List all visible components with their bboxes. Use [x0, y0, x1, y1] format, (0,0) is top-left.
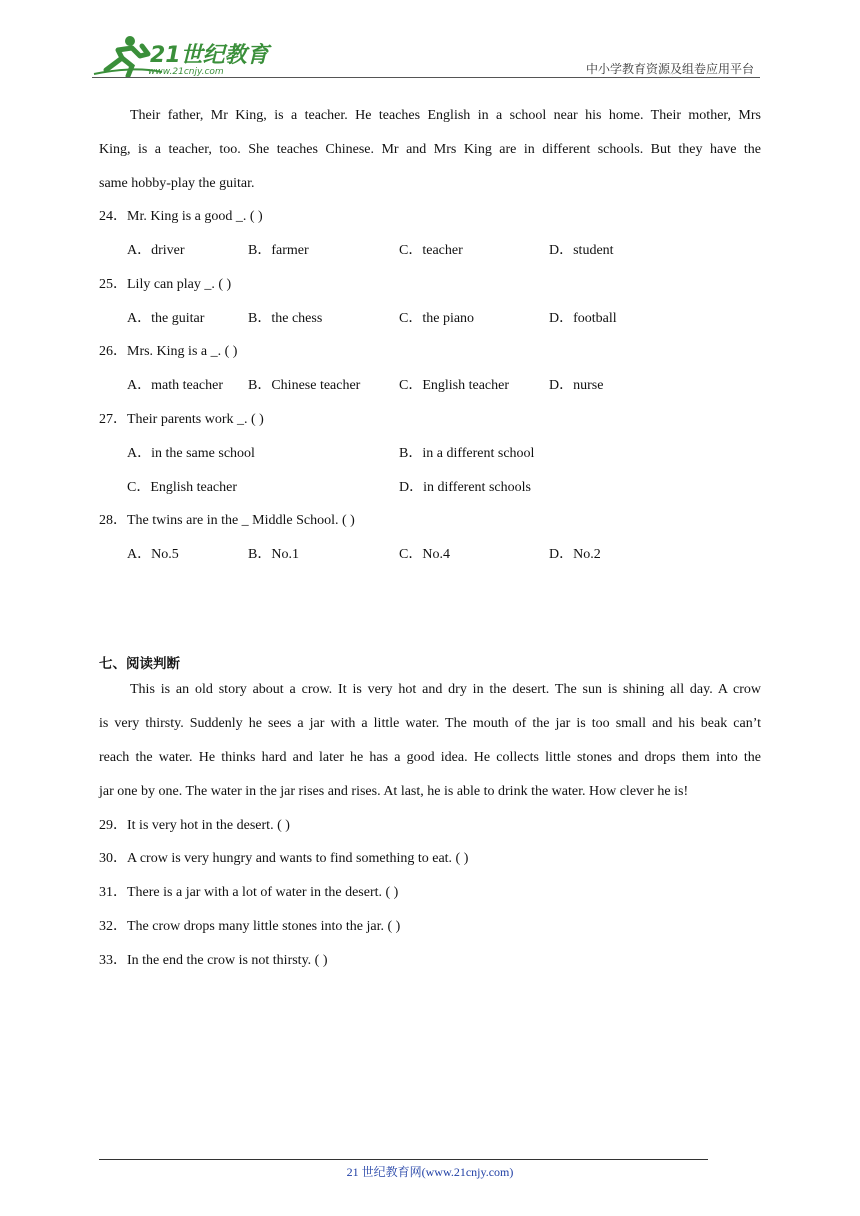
passage-line: reach the water. He thinks hard and later he has a good idea. He collects little stones and drops them into the — [99, 750, 761, 765]
passage-line: same hobby-play the guitar. — [99, 176, 255, 191]
logo-url: www.21cnjy.com — [148, 67, 224, 77]
footer-link[interactable]: 21 世纪教育网(www.21cnjy.com) — [346, 1165, 514, 1179]
judge-statement: 33．In the end the crow is not thirsty. ( ) — [99, 953, 328, 968]
section-title: 七、阅读判断 — [99, 656, 180, 672]
option-b[interactable]: B．No.1 — [248, 547, 299, 562]
option-a[interactable]: A．in the same school — [127, 446, 255, 461]
passage-line: This is an old story about a crow. It is very hot and dry in the desert. The sun is shining all day. A crow — [130, 682, 761, 697]
option-c[interactable]: C．English teacher — [127, 480, 238, 495]
option-c[interactable]: C．English teacher — [399, 378, 510, 393]
question-stem: 26．Mrs. King is a _. ( ) — [99, 344, 238, 359]
option-c[interactable]: C．the piano — [399, 311, 475, 326]
option-c[interactable]: C．No.4 — [399, 547, 450, 562]
passage-line: jar one by one. The water in the jar rises and rises. At last, he is able to drink the water. How clever he is! — [99, 784, 689, 799]
header-platform-text: 中小学教育资源及组卷应用平台 — [585, 62, 754, 76]
question-stem: 25．Lily can play _. ( ) — [99, 277, 232, 292]
option-b[interactable]: B．farmer — [248, 243, 309, 258]
option-b[interactable]: B．the chess — [248, 311, 323, 326]
header-divider — [92, 77, 760, 78]
option-d[interactable]: D．student — [549, 243, 614, 258]
option-d[interactable]: D．nurse — [549, 378, 604, 393]
page-header — [92, 32, 760, 80]
option-d[interactable]: D．No.2 — [549, 547, 601, 562]
judge-statement: 31．There is a jar with a lot of water in the desert. ( ) — [99, 885, 399, 900]
option-a[interactable]: A．driver — [127, 243, 185, 258]
logo-text: 21世纪教育 — [150, 43, 269, 68]
logo — [92, 32, 292, 78]
judge-statement: 30．A crow is very hungry and wants to find something to eat. ( ) — [99, 851, 469, 866]
question-stem: 28．The twins are in the _ Middle School. ( ) — [99, 513, 355, 528]
option-b[interactable]: B．in a different school — [399, 446, 535, 461]
footer-divider — [99, 1159, 708, 1160]
option-a[interactable]: A．No.5 — [127, 547, 179, 562]
option-b[interactable]: B．Chinese teacher — [248, 378, 361, 393]
passage-line: is very thirsty. Suddenly he sees a jar with a little water. The mouth of the jar is too small and his beak can’t — [99, 716, 761, 731]
option-d[interactable]: D．football — [549, 311, 617, 326]
passage-line: Their father, Mr King, is a teacher. He teaches English in a school near his home. Their mother, Mrs — [130, 108, 761, 123]
option-d[interactable]: D．in different schools — [399, 480, 531, 495]
option-c[interactable]: C．teacher — [399, 243, 463, 258]
question-stem: 27．Their parents work _. ( ) — [99, 412, 264, 427]
judge-statement: 29．It is very hot in the desert. ( ) — [99, 818, 290, 833]
option-a[interactable]: A．math teacher — [127, 378, 224, 393]
judge-statement: 32．The crow drops many little stones into the jar. ( ) — [99, 919, 401, 934]
option-a[interactable]: A．the guitar — [127, 311, 205, 326]
question-stem: 24．Mr. King is a good _. ( ) — [99, 209, 263, 224]
passage-line: King, is a teacher, too. She teaches Chinese. Mr and Mrs King are in different schools. But they have the — [99, 142, 761, 157]
